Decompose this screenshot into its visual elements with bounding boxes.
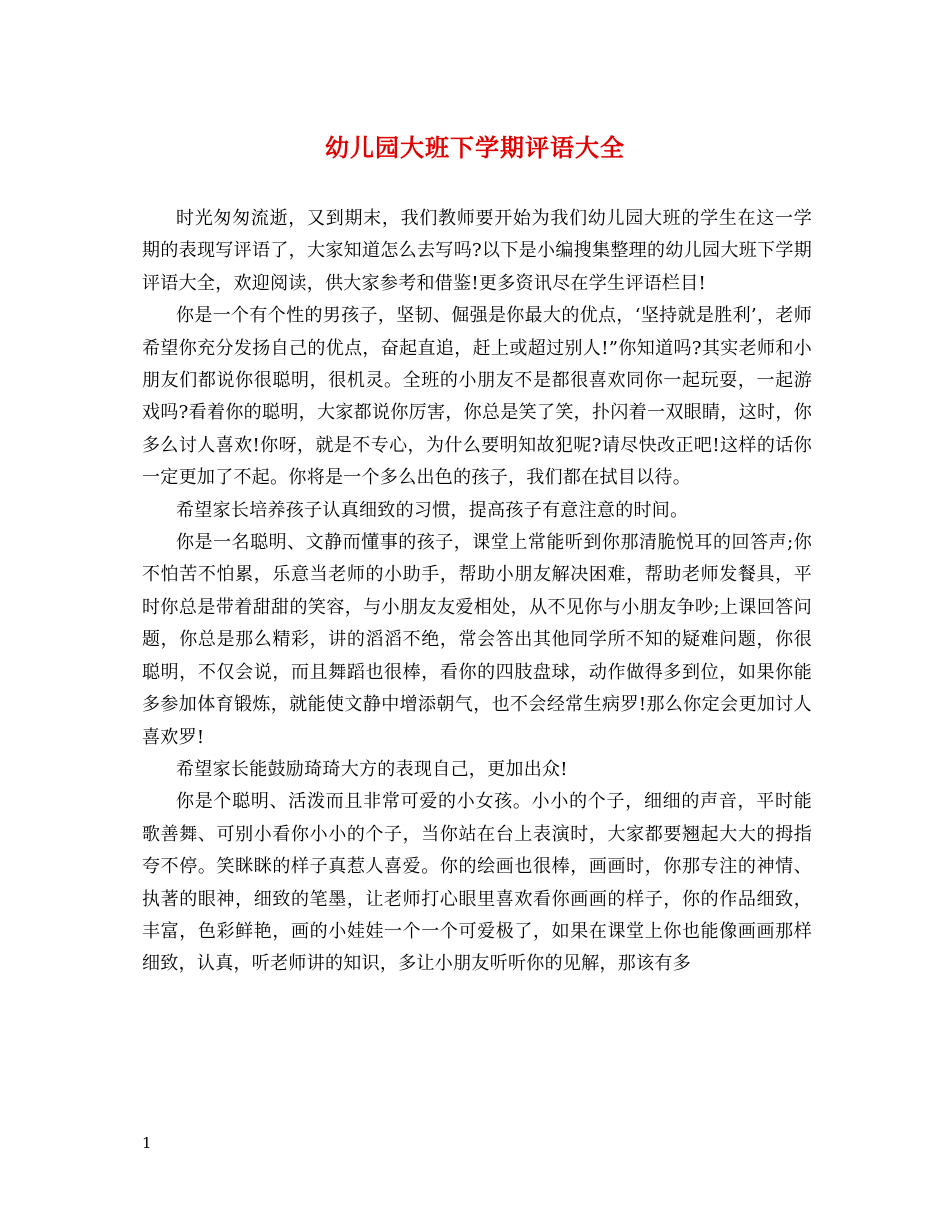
paragraph-comment-2: 你是一名聪明、文静而懂事的孩子，课堂上常能听到你那清脆悦耳的回答声;你不怕苦不怕累，乐意当老师的小助手，帮助小朋友解决困难，帮助老师发餐具，平时你总是带着甜甜的笑容，与小朋友友爱相处，从不见你与小朋友争吵;上课回答问题，你总是那么精彩，讲的滔滔不绝，常会答出其他同学所不知的疑难问题，你很聪明，不仅会说，而且舞蹈也很棒，看你的四肢盘球，动作做得多到位，如果你能多参加体育锻炼，就能使文静中增添朝气，也不会经常生病罗!那么你定会更加讨人喜欢罗! (142, 532, 812, 748)
paragraph-comment-3: 你是个聪明、活泼而且非常可爱的小女孩。小小的个子，细细的声音，平时能歌善舞、可别小看你小小的个子，当你站在台上表演时，大家都要翘起大大的拇指夸不停。笑眯眯的样子真惹人喜爱。你的绘画也很棒，画画时，你那专注的神情、执著的眼神，细致的笔墨，让老师打心眼里喜欢看你画画的样子，你的作品细致，丰富，色彩鲜艳，画的小娃娃一个一个可爱极了，如果在课堂上你也能像画画那样细致，认真，听老师讲的知识，多让小朋友听听你的见解，那该有多 (142, 791, 812, 975)
paragraph-intro: 时光匆匆流逝，又到期末，我们教师要开始为我们幼儿园大班的学生在这一学期的表现写评语了，大家知道怎么去写吗?以下是小编搜集整理的幼儿园大班下学期评语大全，欢迎阅读，供大家参考和借鉴!更多资讯尽在学生评语栏目! (142, 208, 812, 294)
page-number: 1 (142, 1134, 152, 1152)
document-title: 幼儿园大班下学期评语大全 (325, 133, 625, 162)
paragraph-comment-1: 你是一个有个性的男孩子，坚韧、倔强是你最大的优点，‘坚持就是胜利’，老师希望你充分发扬自己的优点，奋起直追，赶上或超过别人!”你知道吗?其实老师和小朋友们都说你很聪明，很机灵。全班的小朋友不是都很喜欢同你一起玩耍，一起游戏吗?看着你的聪明，大家都说你厉害，你总是笑了笑，扑闪着一双眼睛，这时，你多么讨人喜欢!你呀，就是不专心，为什么要明知故犯呢?请尽快改正吧!这样的话你一定更加了不起。你将是一个多么出色的孩子，我们都在拭目以待。 (142, 305, 812, 489)
paragraph-parent-advice-2: 希望家长能鼓励琦琦大方的表现自己，更加出众! (176, 758, 568, 780)
document-body (142, 203, 812, 981)
paragraph-parent-advice-1: 希望家长培养孩子认真细致的习惯，提高孩子有意注意的时间。 (176, 499, 689, 521)
